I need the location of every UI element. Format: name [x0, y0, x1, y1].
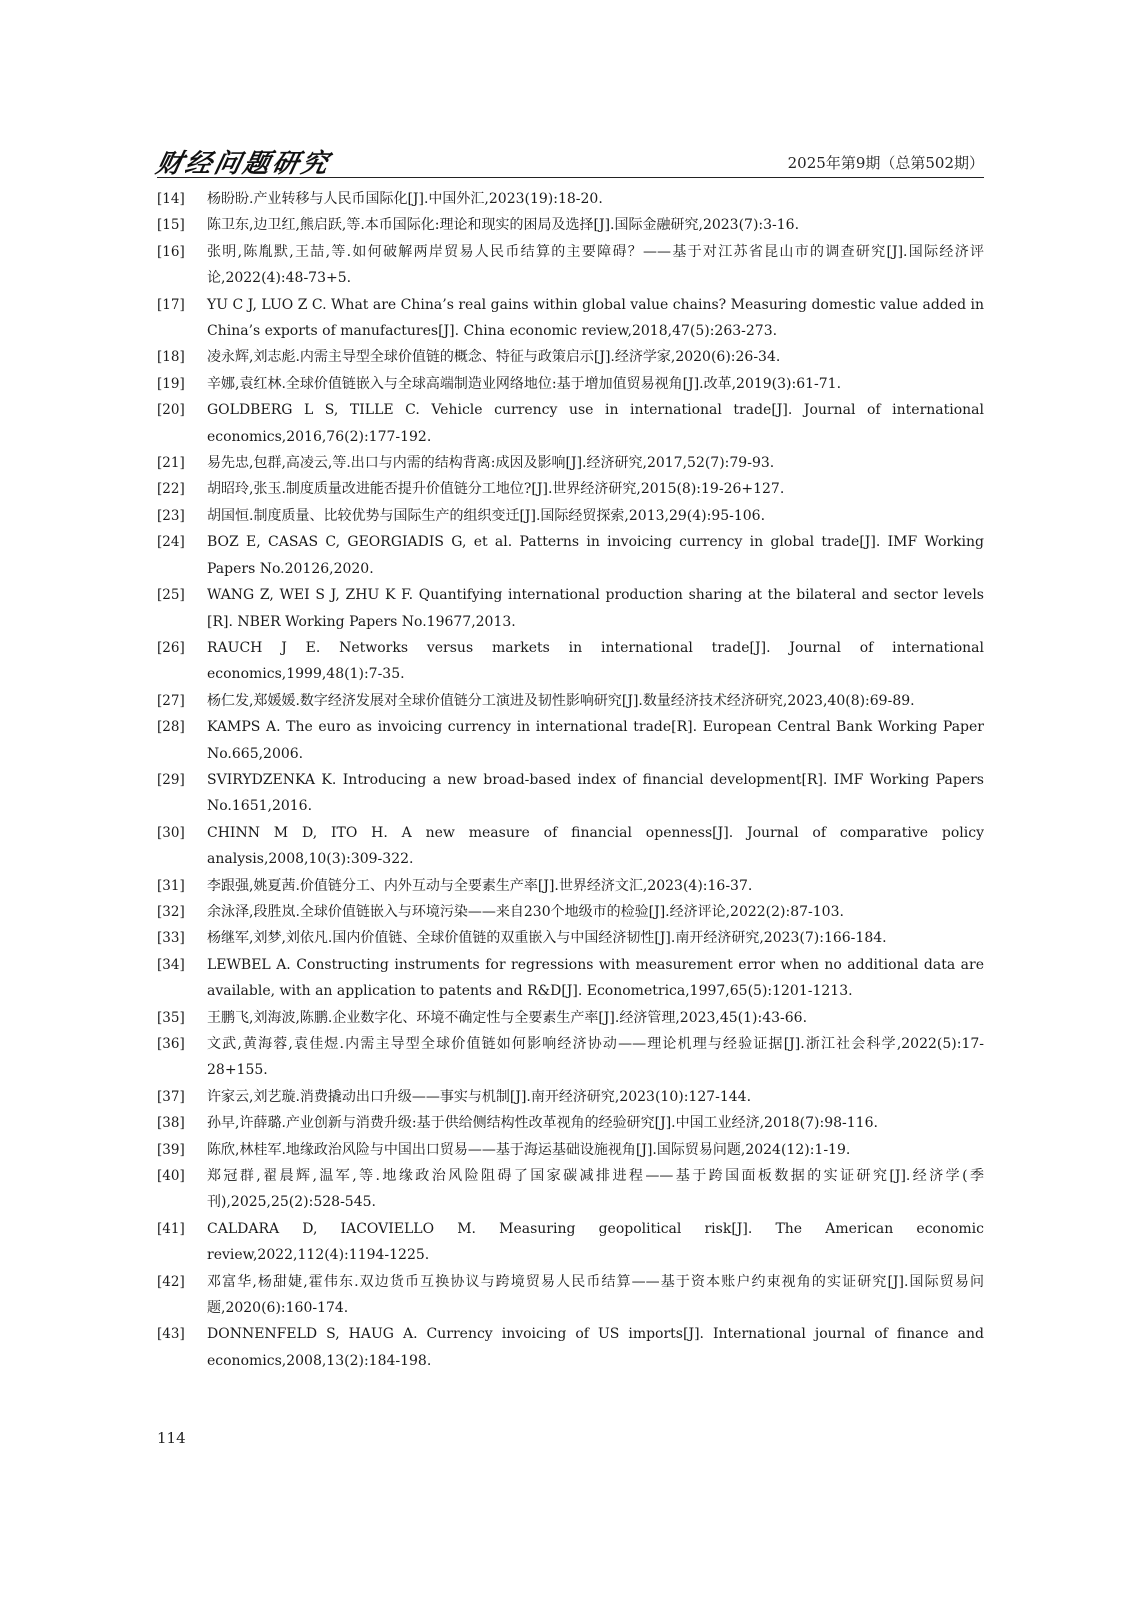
reference-item: [157, 1163, 984, 1216]
reference-text: 孙早,许薛璐.产业创新与消费升级:基于供给侧结构性改革视角的经验研究[J].中国工业经济,2018(7):98-116.: [207, 1115, 878, 1132]
page-number: 114: [157, 1429, 186, 1447]
reference-text: CHINN M D, ITO H. A new measure of financial openness[J]. Journal of comparative policy analysis,2008,10(3):309-322.: [207, 824, 984, 868]
reference-number: [16]: [157, 243, 185, 260]
reference-item: [157, 688, 984, 714]
reference-number: [17]: [157, 296, 185, 313]
reference-text: 凌永辉,刘志彪.内需主导型全球价值链的概念、特征与政策启示[J].经济学家,2020(6):26-34.: [207, 349, 781, 366]
reference-text: GOLDBERG L S, TILLE C. Vehicle currency use in international trade[J]. Journal of international economics,2016,76(2):177-192.: [207, 402, 984, 445]
reference-text: CALDARA D, IACOVIELLO M. Measuring geopolitical risk[J]. The American economic review,2022,112(4):1194-1225.: [207, 1220, 984, 1264]
reference-text: 辛娜,袁红林.全球价值链嵌入与全球高端制造业网络地位:基于增加值贸易视角[J].改革,2019(3):61-71.: [207, 375, 842, 392]
reference-number: [34]: [157, 956, 185, 973]
reference-number: [42]: [157, 1273, 185, 1290]
reference-text: 张明,陈胤默,王喆,等.如何破解两岸贸易人民币结算的主要障碍？——基于对江苏省昆山市的调查研究[J].国际经济评论,2022(4):48-73+5.: [207, 243, 984, 287]
reference-number: [19]: [157, 375, 185, 392]
reference-text: 许家云,刘艺璇.消费撬动出口升级——事实与机制[J].南开经济研究,2023(10):127-144.: [207, 1088, 752, 1105]
reference-text: 杨盼盼.产业转移与人民币国际化[J].中国外汇,2023(19):18-20.: [207, 191, 603, 207]
reference-number: [40]: [157, 1168, 185, 1185]
reference-text: DONNENFELD S, HAUG A. Currency invoicing of US imports[J]. International journal of finance and economics,2008,13(2):184-198.: [207, 1326, 984, 1369]
page-header: [153, 143, 984, 179]
reference-text: 杨仁发,郑媛媛.数字经济发展对全球价值链分工演进及韧性影响研究[J].数量经济技术经济研究,2023,40(8):69-89.: [207, 692, 915, 709]
reference-text: RAUCH J E. Networks versus markets in international trade[J]. Journal of international economics,1999,48(1):7-35.: [207, 639, 984, 683]
reference-text: 邓富华,杨甜婕,霍伟东.双边货币互换协议与跨境贸易人民币结算——基于资本账户约束视角的实证研究[J].国际贸易问题,2020(6):160-174.: [207, 1273, 984, 1317]
reference-number: [22]: [157, 481, 185, 498]
reference-number: [15]: [157, 217, 185, 234]
reference-item: [157, 503, 984, 529]
reference-number: [23]: [157, 507, 185, 524]
reference-text: 胡昭玲,张玉.制度质量改进能否提升价值链分工地位?[J].世界经济研究,2015(8):19-26+127.: [207, 481, 785, 498]
reference-number: [28]: [157, 719, 185, 736]
reference-text: BOZ E, CASAS C, GEORGIADIS G, et al. Patterns in invoicing currency in global trade[J]. IMF Working Papers No.20126,2020.: [207, 534, 984, 577]
reference-text: 郑冠群,翟晨辉,温军,等.地缘政治风险阻碍了国家碳减排进程——基于跨国面板数据的实证研究[J].经济学(季刊),2025,25(2):528-545.: [207, 1168, 984, 1211]
reference-item: [157, 529, 984, 582]
reference-item: [157, 450, 984, 476]
reference-text: 胡国恒.制度质量、比较优势与国际生产的组织变迁[J].国际经贸探索,2013,29(4):95-106.: [207, 507, 766, 524]
reference-item: [157, 1216, 984, 1269]
reference-item: [157, 635, 984, 688]
reference-text: 文武,黄海蓉,袁佳煜.内需主导型全球价值链如何影响经济协动——理论机理与经验证据[J].浙江社会科学,2022(5):17-28+155.: [207, 1036, 984, 1079]
reference-item: [157, 820, 984, 873]
reference-text: 陈欣,林桂军.地缘政治风险与中国出口贸易——基于海运基础设施视角[J].国际贸易问题,2024(12):1-19.: [207, 1141, 851, 1158]
reference-text: SVIRYDZENKA K. Introducing a new broad-based index of financial development[R]. IMF Working Papers No.1651,2016.: [207, 771, 984, 815]
reference-text: 陈卫东,边卫红,熊启跃,等.本币国际化:理论和现实的困局及选择[J].国际金融研究,2023(7):3-16.: [207, 217, 800, 234]
reference-item: [157, 1084, 984, 1110]
reference-text: 易先忠,包群,高凌云,等.出口与内需的结构背离:成因及影响[J].经济研究,2017,52(7):79-93.: [207, 455, 775, 472]
reference-item: [157, 1110, 984, 1136]
reference-number: [26]: [157, 639, 185, 656]
reference-number: [30]: [157, 824, 185, 841]
reference-item: [157, 371, 984, 397]
reference-item: [157, 925, 984, 951]
reference-item: [157, 397, 984, 450]
reference-number: [36]: [157, 1036, 185, 1052]
reference-number: [33]: [157, 930, 185, 947]
reference-text: KAMPS A. The euro as invoicing currency in international trade[R]. European Central Bank Working Paper No.665,2006.: [207, 719, 984, 762]
reference-item: [157, 212, 984, 238]
reference-item: [157, 476, 984, 502]
reference-item: [157, 899, 984, 925]
reference-item: [157, 239, 984, 292]
reference-number: [18]: [157, 349, 185, 366]
reference-item: [157, 186, 984, 212]
reference-item: [157, 714, 984, 767]
reference-number: [14]: [157, 191, 185, 207]
reference-text: 余泳泽,段胜岚.全球价值链嵌入与环境污染——来自230个地级市的检验[J].经济评论,2022(2):87-103.: [207, 903, 844, 920]
reference-number: [31]: [157, 877, 185, 894]
reference-item: [157, 582, 984, 635]
reference-number: [29]: [157, 771, 185, 788]
reference-number: [20]: [157, 402, 185, 419]
reference-number: [32]: [157, 903, 185, 920]
reference-number: [41]: [157, 1220, 185, 1237]
reference-item: [157, 1031, 984, 1084]
reference-text: 王鹏飞,刘海波,陈鹏.企业数字化、环境不确定性与全要素生产率[J].经济管理,2023,45(1):43-66.: [207, 1009, 808, 1026]
reference-item: [157, 292, 984, 345]
reference-text: LEWBEL A. Constructing instruments for regressions with measurement error when no additional data are available, with an application to patents and R&D[J]. Econometrica,1997,65(5):1201-1213.: [207, 956, 984, 1000]
reference-item: [157, 1137, 984, 1163]
reference-item: [157, 1005, 984, 1031]
reference-number: [21]: [157, 455, 185, 472]
reference-text: 杨继军,刘梦,刘依凡.国内价值链、全球价值链的双重嵌入与中国经济韧性[J].南开经济研究,2023(7):166-184.: [207, 930, 887, 947]
reference-text: YU C J, LUO Z C. What are China’s real gains within global value chains? Measuring domestic value added in China’s exports of manufactures[J]. China economic review,2018,47(5):263-273.: [207, 296, 984, 340]
reference-number: [25]: [157, 587, 185, 604]
reference-text: 李跟强,姚夏茜.价值链分工、内外互动与全要素生产率[J].世界经济文汇,2023(4):16-37.: [207, 877, 753, 894]
reference-number: [27]: [157, 692, 185, 709]
reference-number: [35]: [157, 1009, 185, 1026]
reference-text: WANG Z, WEI S J, ZHU K F. Quantifying international production sharing at the bilateral and sector levels [R]. NBER Working Papers No.19677,2013.: [207, 587, 984, 630]
reference-number: [38]: [157, 1115, 185, 1132]
reference-item: [157, 873, 984, 899]
reference-item: [157, 1269, 984, 1322]
reference-number: [43]: [157, 1326, 185, 1343]
reference-item: [157, 952, 984, 1005]
reference-list: [157, 186, 984, 1374]
issue-info: 2025年第9期（总第502期）: [787, 154, 984, 172]
reference-item: [157, 344, 984, 370]
reference-item: [157, 1321, 984, 1374]
reference-number: [39]: [157, 1141, 185, 1158]
reference-item: [157, 767, 984, 820]
journal-title: 财经问题研究: [153, 149, 334, 179]
reference-number: [37]: [157, 1088, 185, 1105]
reference-number: [24]: [157, 534, 185, 551]
